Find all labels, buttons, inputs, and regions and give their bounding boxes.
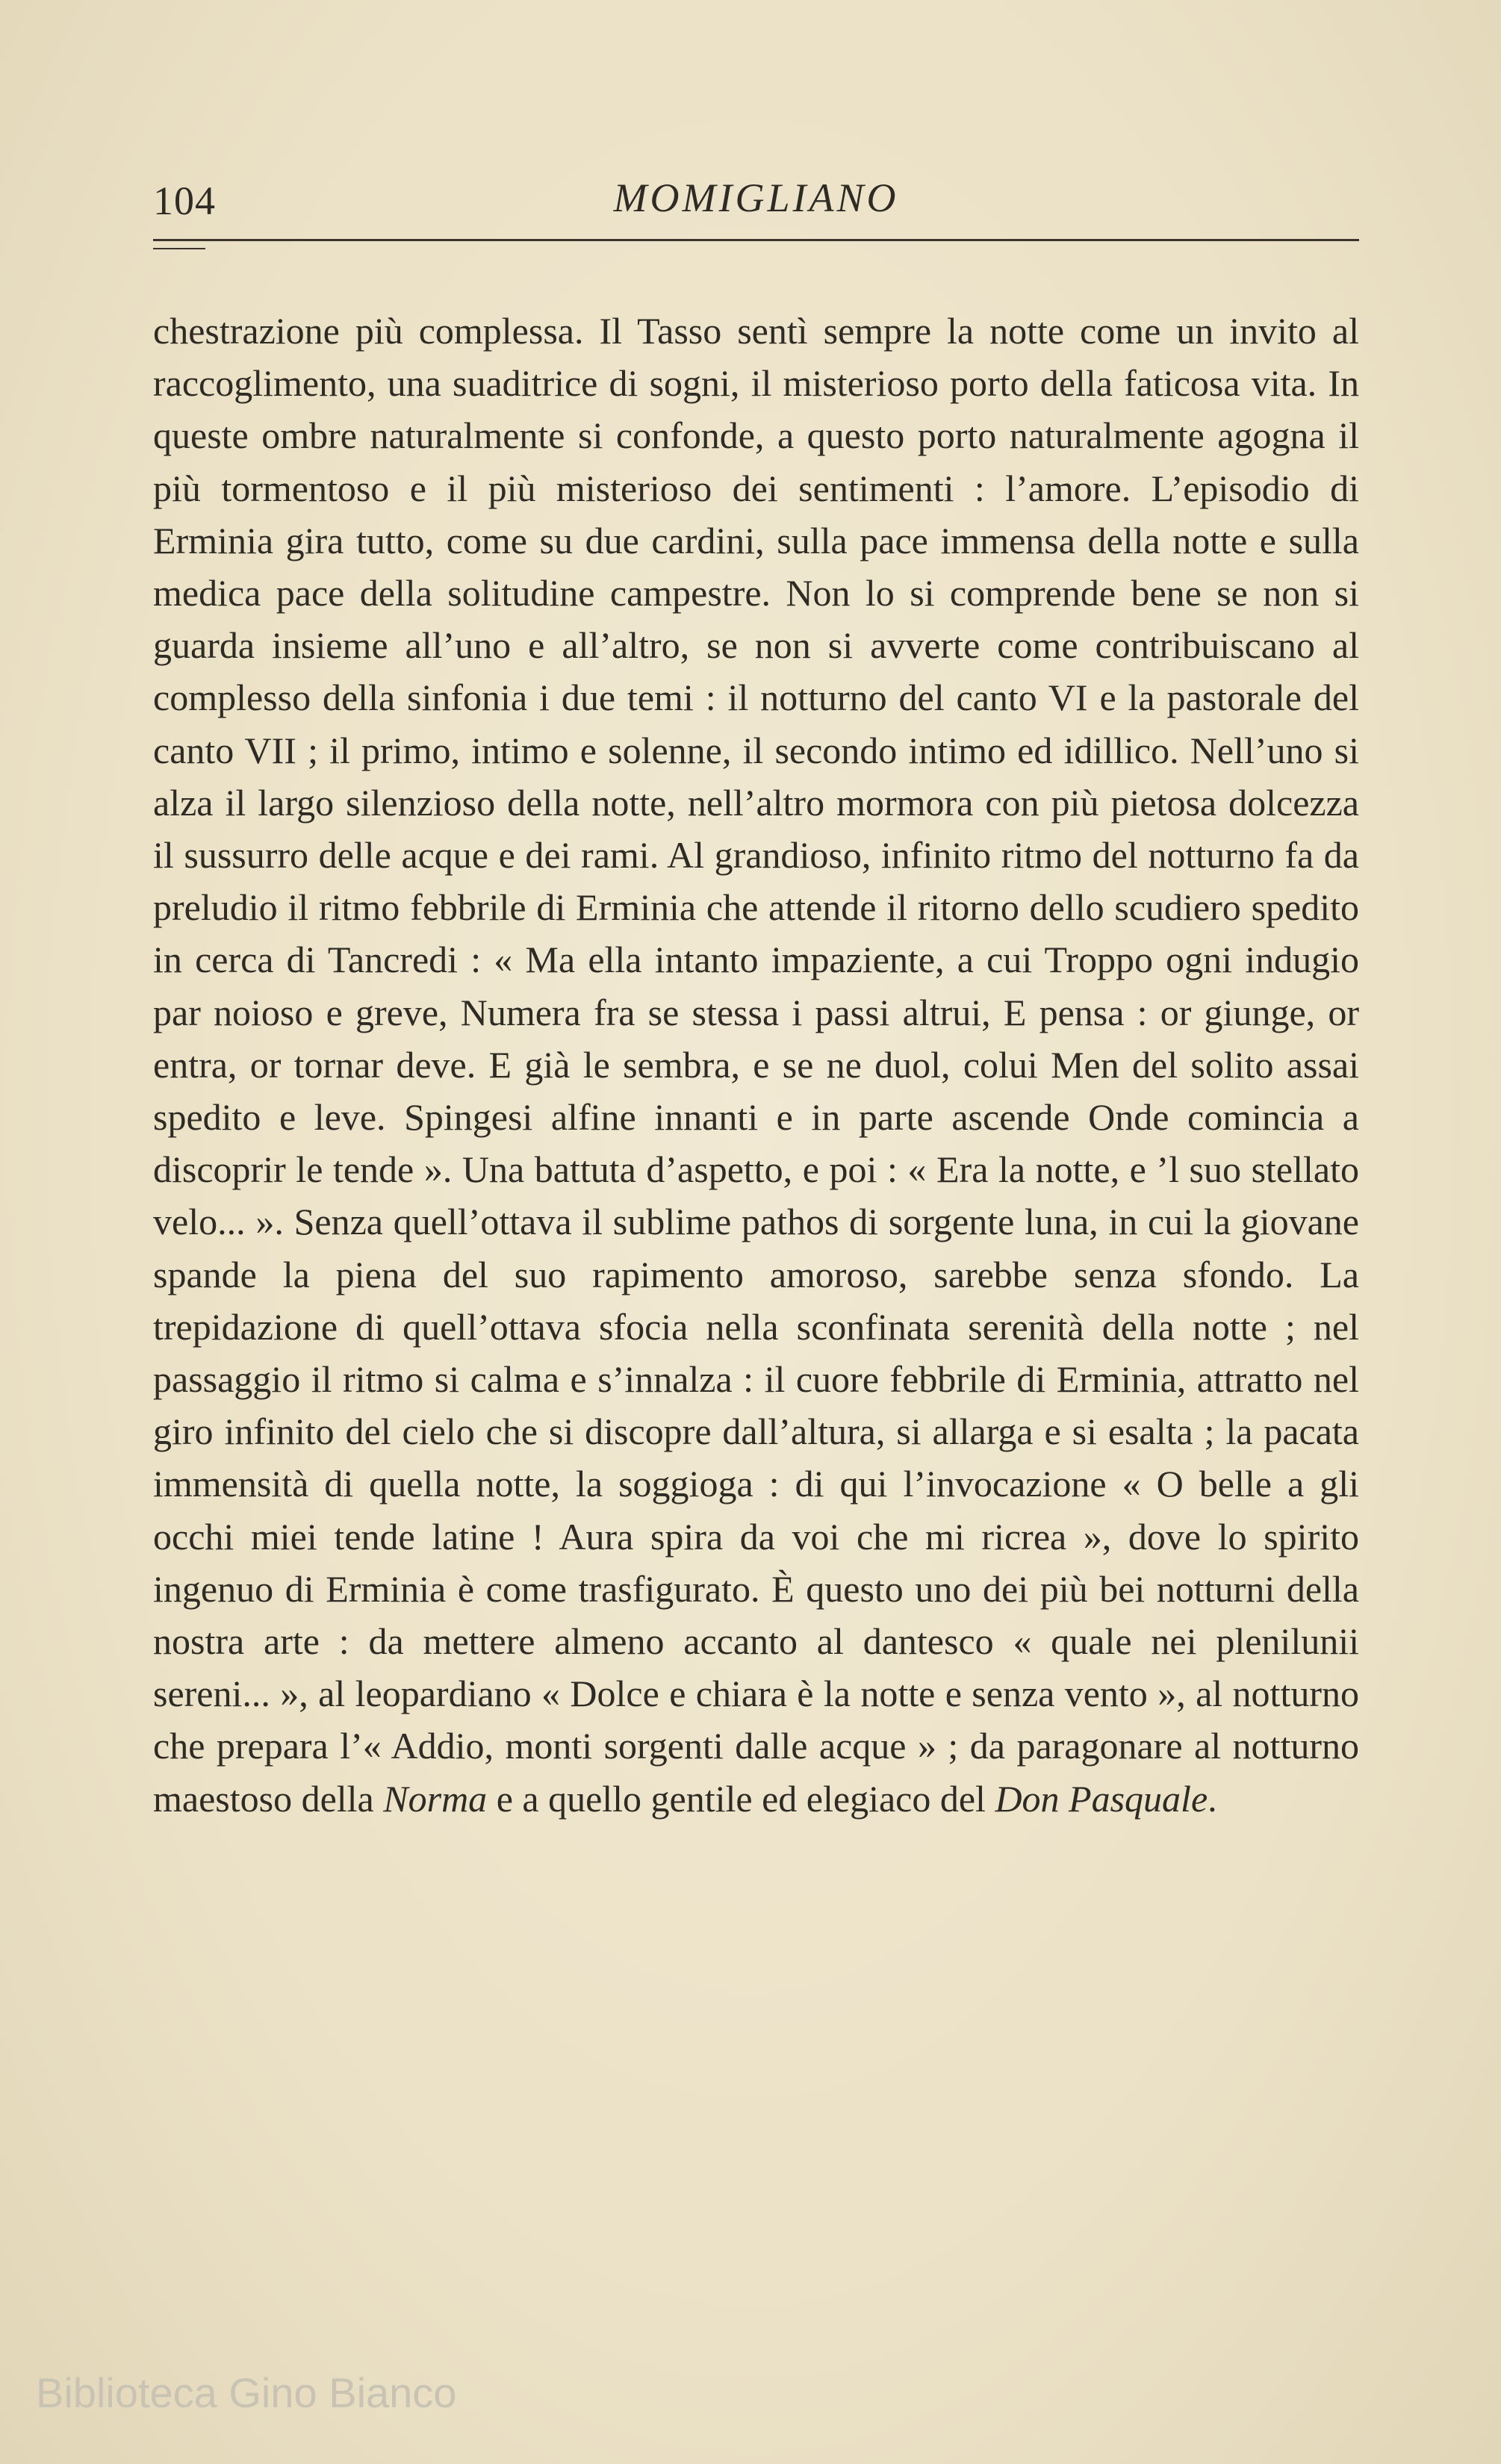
body-text-segment: chestrazione più complessa. Il Tasso sentì sempre la notte come un invito al raccoglimento, una suaditrice di sogni, il misterioso porto della faticosa vita. In queste ombre naturalmente si confonde, a questo porto naturalmente agogna il più tormentoso e il più misterioso dei sentimenti : l’amore. L’episodio di Erminia gira tutto, come su due cardini, sulla pace immensa della notte e sulla medica pace della solitudine campestre. Non lo si comprende bene se non si guarda insieme all’uno e all’altro, se non si avverte come contribuiscano al complesso della sinfonia i due temi : il notturno del canto VI e la pastorale del canto VII ; il primo, intimo e solenne, il secondo intimo ed idillico. Nell’uno si alza il largo silenzioso della notte, nell’altro mormora con più pietosa dolcezza il sussurro delle acque e dei rami. Al grandioso, infinito ritmo del notturno fa da preludio il ritmo febbrile di Erminia che attende il ritorno dello scudiero spedito in cerca di Tancredi : « Ma ella intanto impaziente, a cui Troppo ogni indugio par noioso e greve, Numera fra se stessa i passi altrui, E pensa : or giunge, or entra, or tornar deve. E già le sembra, e se ne duol, colui Men del solito assai spedito e leve. Spingesi alfine innanti e in parte ascende Onde comincia a discoprir le tende ». Una battuta d’aspetto, e poi : « Era la notte, e ’l suo stellato velo... ». Senza quell’ottava il sublime pathos di sorgente luna, in cui la giovane spande la piena del suo rapimento amoroso, sarebbe senza sfondo. La trepidazione di quell’ottava sfocia nella sconfinata serenità della notte ; nel passaggio il ritmo si calma e s’innalza : il cuore febbrile di Erminia, attratto nel giro infinito del cielo che si discopre dall’altura, si allarga e si esalta ; la pacata immensità di quella notte, la soggioga : di qui l’invocazione « O belle a gli occhi miei tende latine ! Aura spira da voi che mi ricrea », dove lo spirito ingenuo di Erminia è come trasfigurato. È questo uno dei più bei notturni della nostra arte : da mettere almeno accanto al dantesco « quale nei plenilunii sereni... », al leopardiano « Dolce e chiara è la notte e senza vento », al notturno che prepara l’« Addio, monti sorgenti dalle acque » ; da paragonare al notturno maestoso della (153, 310, 1359, 1820)
page-number: 104 (153, 178, 216, 223)
running-head: MOMIGLIANO (613, 175, 899, 220)
italic-title-norma: Norma (383, 1777, 488, 1820)
body-text-segment: . (1208, 1777, 1217, 1820)
italic-title-don-pasquale: Don Pasquale (995, 1777, 1208, 1820)
header-rule (153, 239, 1359, 241)
header-rule-short (153, 248, 205, 249)
library-watermark: Biblioteca Gino Bianco (36, 2369, 457, 2416)
body-text-segment: e a quello gentile ed elegiaco del (487, 1777, 995, 1820)
body-paragraph (153, 305, 1359, 1825)
page-header (153, 164, 1359, 231)
